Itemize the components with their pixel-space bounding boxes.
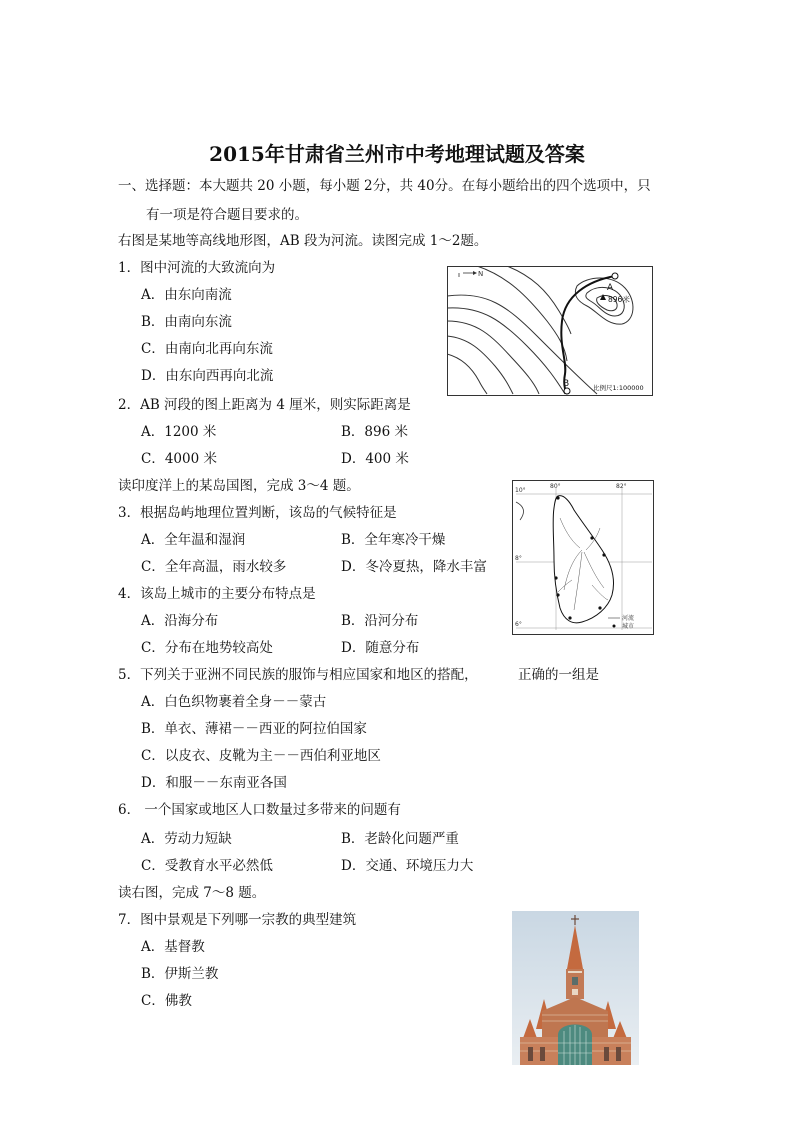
q2-option-c[interactable]: C．4000 米 [141, 451, 217, 467]
legend-city-label: 城市 [622, 623, 635, 630]
q5-option-d[interactable]: D．和服－－东南亚各国 [141, 775, 287, 791]
q7-option-a[interactable]: A．基督教 [141, 939, 205, 955]
peak-label: 896米 [608, 295, 630, 304]
q7-option-b[interactable]: B．伊斯兰教 [141, 966, 219, 982]
group3-intro: 读右图，完成 7～8 题。 [118, 885, 266, 901]
q1-stem: 1．图中河流的大致流向为 [118, 260, 276, 276]
section-heading: 一、选择题：本大题共 20 小题，每小题 2分，共 40分。在每小题给出的四个选项中，只 [118, 178, 651, 194]
north-label: N [478, 270, 484, 278]
q1-option-b[interactable]: B．由南向东流 [141, 314, 232, 330]
q5-option-b[interactable]: B．单衣、薄裙－－西亚的阿拉伯国家 [141, 721, 367, 737]
q5-option-a[interactable]: A．白色织物裹着全身－－蒙古 [141, 694, 327, 710]
lat-6-label: 6° [515, 621, 522, 628]
q4-stem: 4．该岛上城市的主要分布特点是 [118, 586, 316, 602]
q6-option-b[interactable]: B．老龄化问题严重 [341, 831, 459, 847]
q4-option-c[interactable]: C．分布在地势较高处 [141, 640, 273, 656]
q1-option-a[interactable]: A．由东向南流 [141, 287, 232, 303]
label-a: A [607, 283, 614, 293]
q5-stem-tail: 正确的一组是 [518, 667, 599, 683]
group2-intro: 读印度洋上的某岛国图，完成 3～4 题。 [118, 478, 360, 494]
legend-city-icon [613, 625, 616, 628]
church-photo-figure [512, 911, 639, 1065]
point-a-marker [612, 273, 618, 279]
q3-stem: 3．根据岛屿地理位置判断，该岛的气候特征是 [118, 505, 397, 521]
lat-10-label: 10° [515, 487, 526, 494]
q6-option-d[interactable]: D．交通、环境压力大 [341, 858, 474, 874]
island-map-figure [512, 480, 654, 635]
q3-option-a[interactable]: A．全年温和湿润 [141, 532, 246, 548]
q6-option-a[interactable]: A．劳动力短缺 [141, 831, 232, 847]
contour-map-figure [447, 266, 653, 396]
q7-option-c[interactable]: C．佛教 [141, 993, 192, 1009]
q1-option-d[interactable]: D．由东向西再向北流 [141, 368, 274, 384]
q4-option-a[interactable]: A．沿海分布 [141, 613, 219, 629]
q3-option-d[interactable]: D．冬冷夏热，降水丰富 [341, 559, 487, 575]
q5-option-c[interactable]: C．以皮衣、皮靴为主－－西伯利亚地区 [141, 748, 381, 764]
q6-option-c[interactable]: C．受教育水平必然低 [141, 858, 273, 874]
lon-82-label: 82° [616, 483, 627, 490]
q6-stem: 6． 一个国家或地区人口数量过多带来的问题有 [118, 802, 401, 818]
q2-option-a[interactable]: A．1200 米 [141, 424, 217, 440]
section-heading-cont: 有一项是符合题目要求的。 [146, 207, 308, 223]
q7-stem: 7．图中景观是下列哪一宗教的典型建筑 [118, 912, 357, 928]
q2-option-b[interactable]: B．896 米 [341, 424, 408, 440]
label-b: B [563, 379, 570, 389]
q5-stem: 5．下列关于亚洲不同民族的服饰与相应国家和地区的搭配， [118, 667, 478, 683]
scale-label: 比例尺1:100000 [593, 384, 644, 392]
q4-option-d[interactable]: D．随意分布 [341, 640, 420, 656]
legend-river-label: 河流 [622, 615, 635, 622]
group1-intro: 右图是某地等高线地形图，AB 段为河流。读图完成 1～2题。 [118, 233, 488, 249]
lat-8-label: 8° [515, 555, 522, 562]
q4-option-b[interactable]: B．沿河分布 [341, 613, 419, 629]
page-title: 2015年甘肃省兰州市中考地理试题及答案 [209, 142, 585, 166]
q3-option-b[interactable]: B．全年寒冷干燥 [341, 532, 446, 548]
q1-option-c[interactable]: C．由南向北再向东流 [141, 341, 273, 357]
lon-80-label: 80° [550, 483, 561, 490]
q2-stem: 2．AB 河段的图上距离为 4 厘米，则实际距离是 [118, 397, 411, 413]
q2-option-d[interactable]: D．400 米 [341, 451, 409, 467]
q3-option-c[interactable]: C．全年高温，雨水较多 [141, 559, 287, 575]
